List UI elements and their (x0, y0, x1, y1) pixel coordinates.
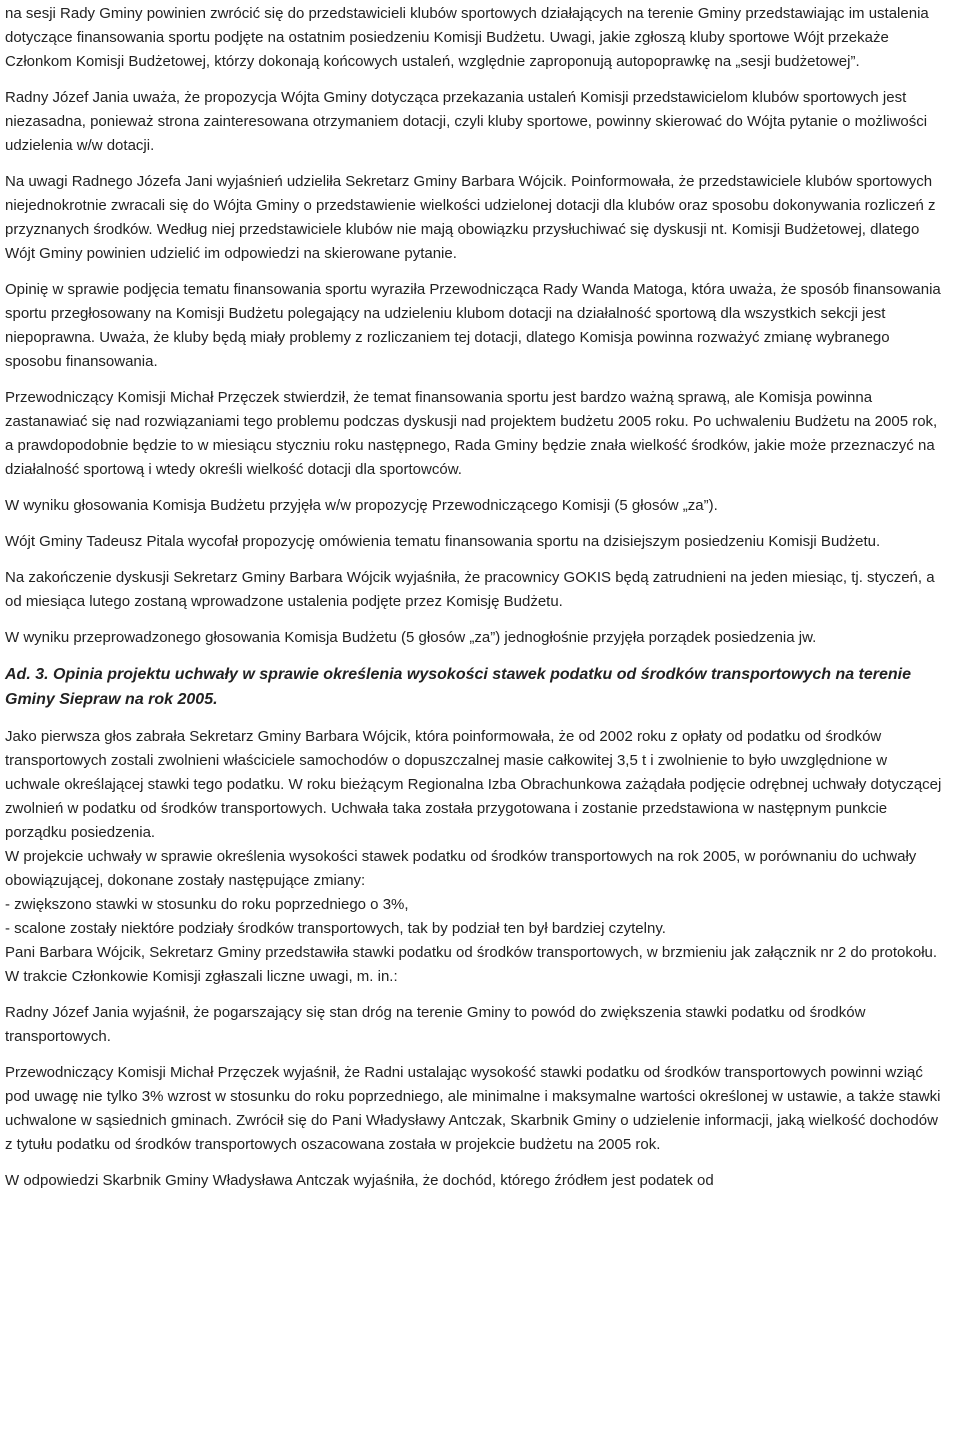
paragraph-wojcik-intro: Jako pierwsza głos zabrała Sekretarz Gminy Barbara Wójcik, która poinformowała, że od 2002 roku z opłaty od podatku od środków transportowych zostali zwolnieni właściciele samochodów o dopuszczalnej masie całkowitej 3,5 t i zwolnienie to było uwzględnione w uchwale określającej stawki tego podatku. W roku bieżącym Regionalna Izba Obrachunkowa zażądała podjęcie odrębnej uchwały dotyczącej zwolnień w podatku od środków transportowych. Uchwała taka została przygotowana i zostanie przedstawiona w następnym punkcie porządku posiedzenia. (5, 728, 942, 841)
paragraph-sport-financing-wojt: na sesji Rady Gminy powinien zwrócić się do przedstawicieli klubów sportowych działających na terenie Gminy przedstawiając im ustalenia dotyczące finansowania sportu podjęte na ostatnim posiedzeniu Komisji Budżetu. Uwagi, jakie zgłoszą kluby sportowe Wójt przekaże Członkom Komisji Budżetowej, którzy dokonają końcowych ustaleń, względnie zaproponują autopoprawkę na „sesji budżetowej”. (5, 5, 929, 70)
section-heading-ad-3: Ad. 3. Opinia projektu uchwały w sprawie określenia wysokości stawek podatku od środków transportowych na terenie Gminy Siepraw na rok 2005. (5, 666, 912, 708)
paragraph-przeczek-statement: Przewodniczący Komisji Michał Przęczek stwierdził, że temat finansowania sportu jest bardzo ważną sprawą, ale Komisja powinna zastanawiać się nad rozwiązaniami tego problemu podczas dyskusji nad projektem budżetu 2005 roku. Po uchwaleniu Budżetu na 2005 rok, a prawdopodobnie będzie to w miesiącu styczniu roku następnego, Rada Gminy będzie znała wielkość środków, jakie może przeznaczyć na działalność sportową i wtedy określi wielkość dotacji dla sportowców. (5, 389, 938, 478)
paragraph-jania-objection: Radny Józef Jania uważa, że propozycja Wójta Gminy dotycząca przekazania ustaleń Komisji przedstawicielom klubów sportowych jest niezasadna, ponieważ strona zainteresowana otrzymaniem dotacji, czyli kluby sportowe, powinny skierować do Wójta pytanie o możliwości udzielenia w/w dotacji. (5, 89, 928, 154)
paragraph-antczak-answer: W odpowiedzi Skarbnik Gminy Władysława Antczak wyjaśniła, że dochód, którego źródłem jest podatek od (5, 1172, 714, 1189)
list-item-rate-increase: - zwiększono stawki w stosunku do roku poprzedniego o 3%, (5, 896, 409, 913)
paragraph-pitala-withdrawal: Wójt Gminy Tadeusz Pitala wycofał propozycję omówienia tematu finansowania sportu na dzisiejszym posiedzeniu Komisji Budżetu. (5, 533, 881, 550)
paragraph-rates-presented: Pani Barbara Wójcik, Sekretarz Gminy przedstawiła stawki podatku od środków transportowych, w brzmieniu jak załącznik nr 2 do protokołu. W trakcie Członkowie Komisji zgłaszali liczne uwagi, m. in.: (5, 944, 938, 985)
paragraph-gokis-employees: Na zakończenie dyskusji Sekretarz Gminy Barbara Wójcik wyjaśniła, że pracownicy GOKIS będą zatrudnieni na jeden miesiąc, tj. styczeń, a od miesiąca lutego zostaną wprowadzone ustalenia podjęte przez Komisję Budżetu. (5, 569, 935, 610)
paragraph-vote-result-2: W wyniku przeprowadzonego głosowania Komisja Budżetu (5 głosów „za”) jednogłośnie przyjęła porządek posiedzenia jw. (5, 629, 817, 646)
paragraph-przeczek-rates: Przewodniczący Komisji Michał Przęczek wyjaśnił, że Radni ustalając wysokość stawki podatku od środków transportowych powinni wziąć pod uwagę nie tylko 3% wzrost w stosunku do roku poprzedniego, ale minimalne i maksymalne wartości określonej w ustawie, a także stawki uchwalone w sąsiednich gminach. Zwrócił się do Pani Władysławy Antczak, Skarbnik Gminy o udzielenie informacji, jaką wielkość dochodów z tytułu podatku od środków transportowych oszacowana została w projekcie budżetu na 2005 rok. (5, 1064, 941, 1153)
paragraph-jania-roads: Radny Józef Jania wyjaśnił, że pogarszający się stan dróg na terenie Gminy to powód do zwiększenia stawki podatku od środków transportowych. (5, 1004, 866, 1045)
paragraph-changes-intro: W projekcie uchwały w sprawie określenia wysokości stawek podatku od środków transportowych na rok 2005, w porównaniu do uchwały obowiązującej, dokonane zostały następujące zmiany: (5, 848, 917, 889)
list-item-merged-categories: - scalone zostały niektóre podziały środków transportowych, tak by podział ten był bardziej czytelny. (5, 920, 666, 937)
paragraph-matoga-opinion: Opinię w sprawie podjęcia tematu finansowania sportu wyraziła Przewodnicząca Rady Wanda Matoga, która uważa, że sposób finansowania sportu przegłosowany na Komisji Budżetu polegający na udzieleniu klubom dotacji na działalność sportową dla wszystkich sekcji jest niepoprawna. Uważa, że kluby będą miały problemy z rozliczaniem tej dotacji, dlatego Komisja powinna rozważyć zmianę wybranego sposobu finansowania. (5, 281, 941, 370)
paragraph-vote-result-1: W wyniku głosowania Komisja Budżetu przyjęła w/w propozycję Przewodniczącego Komisji (5 głosów „za”). (5, 497, 718, 514)
paragraph-wojcik-response: Na uwagi Radnego Józefa Jani wyjaśnień udzieliła Sekretarz Gminy Barbara Wójcik. Poinformowała, że przedstawiciele klubów sportowych niejednokrotnie zwracali się do Wójta Gminy o przedstawienie wielkości udzielonej dotacji dla klubów oraz sposobu dokonywania rozliczeń z przyznanych środków. Według niej przedstawiciele klubów nie mają obowiązku przysłuchiwać się dyskusji nt. Komisji Budżetowej, dlatego Wójt Gminy powinien udzielić im odpowiedzi na skierowane pytanie. (5, 173, 936, 262)
